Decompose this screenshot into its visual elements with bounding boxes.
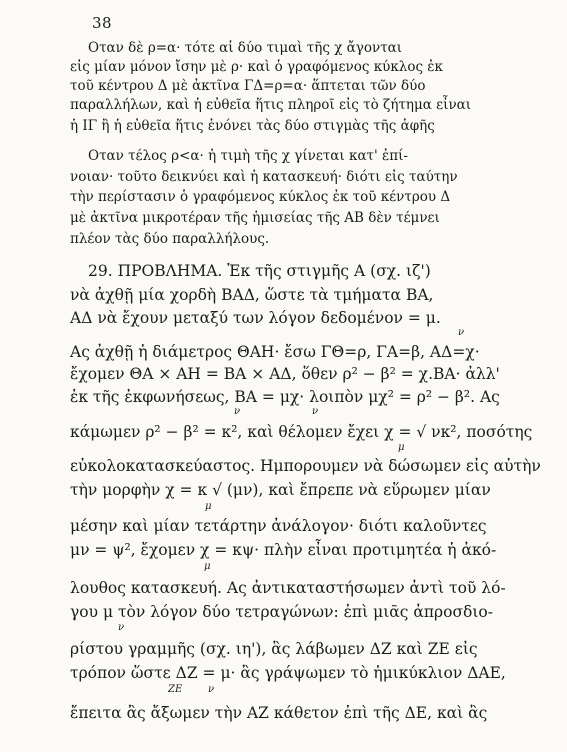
text-line: ρίστου γραμμῆς (σχ. ιη'), ἃς λάβωμεν ΔΖ καὶ ΖΕ εἰς [70,640,478,658]
text-line: ἔπειτα ἂς ἄξωμεν τὴν ΑΖ κάθετον ἐπὶ τῆς ΔΕ, καὶ ἂς [70,704,488,722]
fraction-denominator: ν [234,406,241,417]
text-line: γου μ τὸν λόγον δύο τετραγώνων: ἐπὶ μιᾶς ἀπροσδιο- [70,603,494,621]
page-number: 38 [92,14,113,32]
text-line: μὲ ἀκτῖνα μικροτέραν τῆς ἡμισείας τῆς ΑΒ δὲν τέμνει [70,210,440,226]
text-line: παραλλήλων, καὶ ἡ εὐθεῖα ἥτις πληροῖ εἰς τὸ ζήτημα εἶναι [70,97,472,113]
fraction-denominator: μ [205,501,212,512]
fraction-denominator: ν [118,622,125,633]
text-line: νοιαν· τοῦτο δεικνύει καὶ ἡ κατασκευή· διότι εἰς ταύτην [70,169,458,185]
text-line: πλέον τὰς δύο παραλλήλους. [70,231,270,247]
fraction-denominator: ν [208,684,215,695]
text-line: Οταν τέλος ρ<α· ἡ τιμὴ τῆς χ γίνεται κατ' ἐπί- [88,148,408,164]
text-line: ἔχομεν ΘΑ × ΑΗ = ΒΑ × ΑΔ, ὅθεν ρ² − β² = χ.ΒΑ· ἀλλ' [70,365,500,383]
text-line: λουθος κατασκευή. Ας ἀντικαταστήσωμεν ἀντὶ τοῦ λό- [70,579,506,597]
text-line: νὰ ἀχθῇ μία χορδὴ ΒΑΔ, ὥστε τὰ τμήματα ΒΑ, [70,286,434,304]
text-line: Ας ἀχθῇ ἡ διάμετρος ΘΑΗ· ἔσω ΓΘ=ρ, ΓΑ=β, ΑΔ=χ· [70,343,480,361]
text-line: κάμωμεν ρ² − β² = κ², καὶ θέλομεν ἔχει χ = √ νκ², ποσότης [70,423,533,441]
fraction-denominator: ν [312,406,319,417]
text-line: τὴν μορφὴν χ = κ √ (μν), καὶ ἔπρεπε νὰ εὕρωμεν μίαν [70,481,491,499]
fraction-denominator: μ [204,561,211,572]
text-line: ΑΔ νὰ ἔχουν μεταξύ των λόγον δεδομένον = μ. [70,309,441,327]
problem-heading: 29. ΠΡΟΒΛΗΜΑ. Ἐκ τῆς στιγμῆς Α (σχ. ιζ') [88,262,431,280]
text-line: ἡ ΙΓ ἢ ἡ εὐθεῖα ἥτις ἑνόνει τὰς δύο στιγμὰς τῆς ἁφῆς [70,118,435,134]
text-line: Οταν δὲ ρ=α· τότε αἱ δύο τιμαὶ τῆς χ ἄγονται [88,40,403,56]
text-line: εἰς μίαν μόνον ἴσην μὲ ρ· καὶ ὁ γραφόμενος κύκλος ἐκ [70,59,443,75]
text-line: εὐκολοκατασκεύαστος. Ημπορουμεν νὰ δώσωμεν εἰς αὐτὴν [70,457,541,475]
text-line: τὴν περίστασιν ὁ γραφόμενος κύκλος ἐκ τοῦ κέντρου Δ [70,189,451,205]
fraction-denominator: ΖΕ [168,684,183,695]
text-line: τοῦ κέντρου Δ μὲ ἀκτῖνα ΓΔ=ρ=α· ἅπτεται τῶν δύο [70,78,426,94]
fraction-denominator: μ [398,442,405,453]
text-line: τρόπον ὥστε ΔΖ = μ· ἂς γράψωμεν τὸ ἡμικύκλιον ΔΑΕ, [70,664,506,682]
fraction-denominator: ν [458,327,465,338]
text-line: μν = ψ², ἔχομεν χ = κψ· πλὴν εἶναι προτιμητέα ἡ ἀκό- [70,541,497,559]
text-line: ἐκ τῆς ἐκφωνήσεως, ΒΑ = μχ· λοιπὸν μχ² = ρ² − β². Ας [70,388,500,406]
text-line: μέσην καὶ μίαν τετάρτην ἀνάλογον· διότι καλοῦντες [70,517,487,535]
